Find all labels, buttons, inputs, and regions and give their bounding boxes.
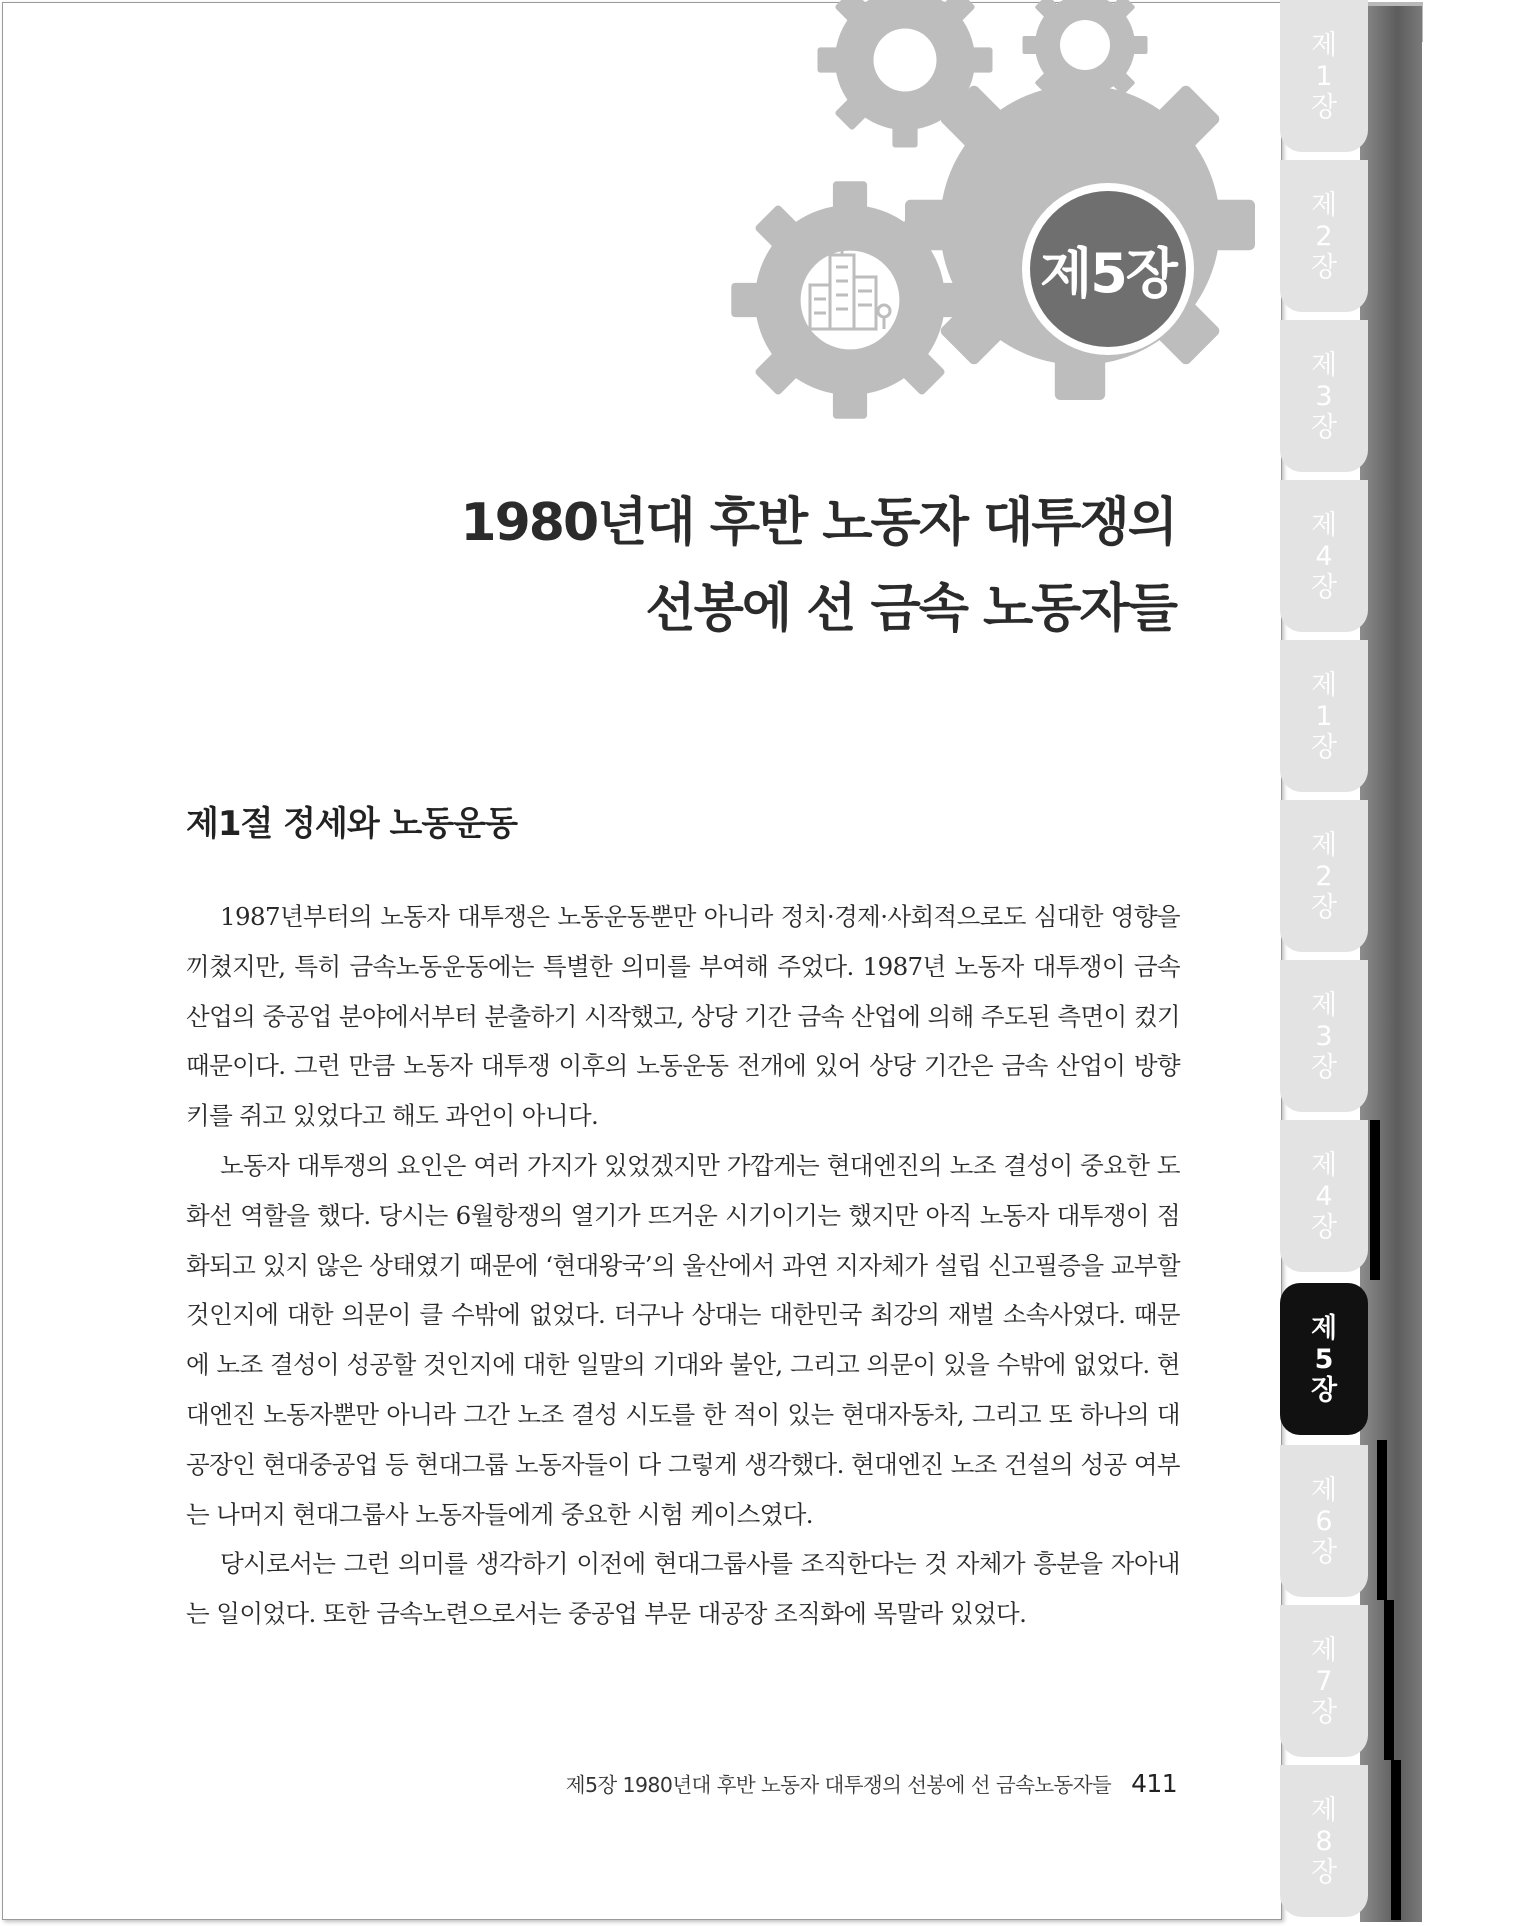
tab-label: 장 (1310, 891, 1338, 923)
tab-label: 장 (1310, 251, 1338, 283)
tab-number: 1 (1315, 60, 1333, 92)
tab-number: 3 (1315, 1020, 1333, 1052)
tab-label: 장 (1310, 571, 1338, 603)
tab-label: 제 (1310, 29, 1338, 61)
page-edge-marker (1370, 1120, 1380, 1280)
tab-label: 제 (1310, 349, 1338, 381)
paragraph: 1987년부터의 노동자 대투쟁은 노동운동뿐만 아니라 정치·경제·사회적으로도 심대한 영향을 끼쳤지만, 특히 금속노동운동에는 특별한 의미를 부여해 주었다. 1987년 노동자 대투쟁이 금속 산업의 중공업 분야에서부터 분출하기 시작했고, 상당 기간 금속 산업에 의해 주도된 측면이 컸기 때문이다. 그런 만큼 노동자 대투쟁 이후의 노동운동 전개에 있어 상당 기간은 금속 산업이 방향키를 쥐고 있었다고 해도 과언이 아니다. (186, 902, 1180, 1131)
gears-illustration (730, 0, 1290, 420)
tab-label: 제 (1310, 669, 1338, 701)
tab-number: 3 (1315, 380, 1333, 412)
chapter-title (460, 480, 1176, 652)
page-edge-marker (1384, 1600, 1394, 1760)
tab-label: 장 (1310, 1536, 1338, 1568)
tab-chapter[interactable] (1280, 1120, 1368, 1272)
tab-chapter[interactable] (1280, 160, 1368, 312)
tab-label: 장 (1310, 91, 1338, 123)
tab-label: 장 (1310, 1051, 1338, 1083)
section-heading: 제1절 정세와 노동운동 (186, 804, 517, 844)
tab-chapter[interactable] (1280, 640, 1368, 792)
tab-label: 장 (1310, 1374, 1338, 1406)
paragraph: 노동자 대투쟁의 요인은 여러 가지가 있었겠지만 가깝게는 현대엔진의 노조 결성이 중요한 도화선 역할을 했다. 당시는 6월항쟁의 열기가 뜨거운 시기이기는 했지만 아직 노동자 대투쟁이 점화되고 있지 않은 상태였기 때문에 ‘현대왕국’의 울산에서 과연 지자체가 설립 신고필증을 교부할 것인지에 대한 의문이 클 수밖에 없었다. 더구나 상대는 대한민국 최강의 재벌 소속사였다. 때문에 노조 결성이 성공할 것인지에 대한 일말의 기대와 불안, 그리고 의문이 있을 수밖에 없었다. 현대엔진 노동자뿐만 아니라 그간 노조 결성 시도를 한 적이 있는 현대자동차, 그리고 또 하나의 대공장인 현대중공업 등 현대그룹 노동자들이 다 그렇게 생각했다. 현대엔진 노조 건설의 성공 여부는 나머지 현대그룹사 노동자들에게 중요한 시험 케이스였다. (186, 1150, 1180, 1529)
tab-number: 1 (1315, 700, 1333, 732)
page-edge-marker (1377, 1440, 1387, 1600)
tab-chapter[interactable] (1280, 800, 1368, 952)
tab-number: 4 (1315, 1180, 1333, 1212)
tab-number: 2 (1315, 860, 1333, 892)
tab-number: 7 (1315, 1665, 1333, 1697)
chapter-title-line-2: 선봉에 선 금속 노동자들 (645, 579, 1176, 639)
tab-label: 제 (1310, 1474, 1338, 1506)
page-edge-marker (1391, 1760, 1401, 1920)
chapter-title-line-1: 1980년대 후반 노동자 대투쟁의 (460, 493, 1176, 553)
tab-label: 장 (1310, 731, 1338, 763)
page-footer (566, 1768, 1177, 1798)
tab-chapter[interactable] (1280, 0, 1368, 152)
tab-label: 장 (1310, 1696, 1338, 1728)
tab-chapter[interactable] (1280, 1765, 1368, 1917)
tab-label: 장 (1310, 1856, 1338, 1888)
tab-label: 제 (1310, 1312, 1338, 1344)
chapter-tabs (1280, 0, 1380, 1926)
tab-chapter[interactable] (1280, 960, 1368, 1112)
tab-label: 제 (1310, 1794, 1338, 1826)
paragraph: 당시로서는 그런 의미를 생각하기 이전에 현대그룹사를 조직한다는 것 자체가 흥분을 자아내는 일이었다. 또한 금속노련으로서는 중공업 부문 대공장 조직화에 목말라 있었다. (186, 1549, 1180, 1629)
tab-label: 제 (1310, 189, 1338, 221)
tab-chapter[interactable] (1280, 320, 1368, 472)
tab-number: 8 (1315, 1825, 1333, 1857)
tab-label: 제 (1310, 509, 1338, 541)
page-number: 411 (1131, 1769, 1177, 1798)
tab-label: 제 (1310, 1634, 1338, 1666)
tab-label: 제 (1310, 989, 1338, 1021)
tab-label: 장 (1310, 411, 1338, 443)
tab-chapter[interactable] (1280, 480, 1368, 632)
tab-chapter-active[interactable] (1280, 1283, 1368, 1435)
tab-number: 4 (1315, 540, 1333, 572)
tab-number: 5 (1314, 1343, 1334, 1375)
tab-label: 제 (1310, 1149, 1338, 1181)
running-title: 제5장 1980년대 후반 노동자 대투쟁의 선봉에 선 금속노동자들 (565, 1773, 1112, 1797)
tab-number: 6 (1315, 1505, 1333, 1537)
tab-number: 2 (1315, 220, 1333, 252)
tab-label: 장 (1310, 1211, 1338, 1243)
body-text (186, 892, 1180, 1639)
tab-label: 제 (1310, 829, 1338, 861)
tab-chapter[interactable] (1280, 1445, 1368, 1597)
tab-chapter[interactable] (1280, 1605, 1368, 1757)
chapter-badge (1022, 183, 1194, 355)
chapter-badge-label: 제5장 (1030, 191, 1186, 347)
